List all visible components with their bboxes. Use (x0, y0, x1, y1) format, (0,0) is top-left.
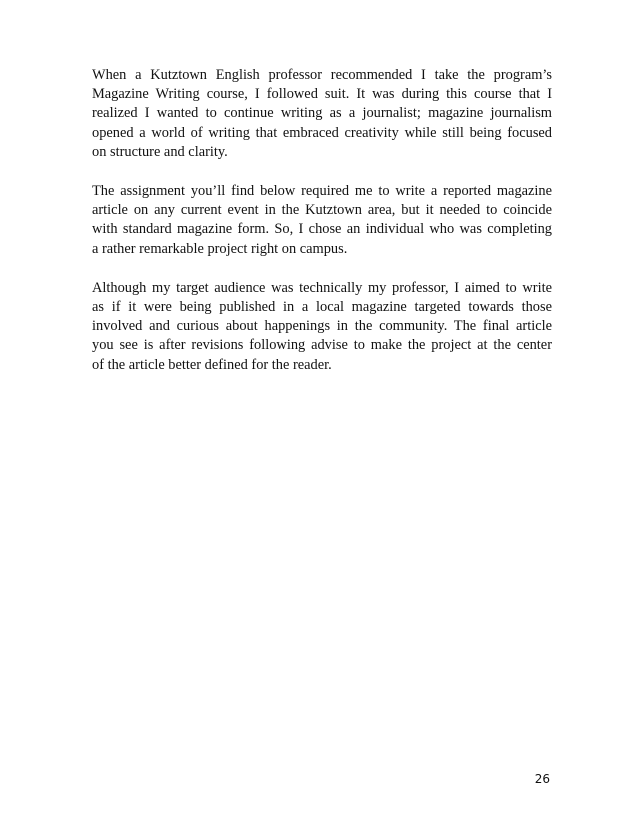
text-line: of the article better defined for the reader. (92, 356, 332, 373)
text-line: with standard magazine form. So, I chose an individual who was completing (92, 221, 552, 238)
text-line: realized I wanted to continue writing as a journalist; magazine journalism (92, 105, 552, 122)
text-line: Although my target audience was technically my professor, I aimed to write (92, 279, 552, 296)
text-line: The assignment you’ll find below required me to write a reported magazine (92, 183, 552, 200)
page-number: 26 (534, 772, 550, 786)
paragraph-2 (92, 182, 552, 259)
text-line: on structure and clarity. (92, 143, 228, 160)
text-line: Magazine Writing course, I followed suit. It was during this course that I (92, 86, 552, 103)
paragraph-1 (92, 66, 552, 162)
text-line: article on any current event in the Kutztown area, but it needed to coincide (92, 202, 552, 219)
text-line: When a Kutztown English professor recommended I take the program’s (92, 67, 552, 83)
text-line: as if it were being published in a local magazine targeted towards those (92, 299, 552, 316)
text-line: a rather remarkable project right on campus. (92, 240, 348, 257)
text-line: opened a world of writing that embraced creativity while still being focused (92, 124, 552, 141)
body-text (92, 66, 552, 395)
paragraph-3 (92, 279, 552, 375)
text-line: involved and curious about happenings in the community. The final article (92, 318, 552, 335)
text-line: you see is after revisions following advise to make the project at the center (92, 337, 552, 354)
